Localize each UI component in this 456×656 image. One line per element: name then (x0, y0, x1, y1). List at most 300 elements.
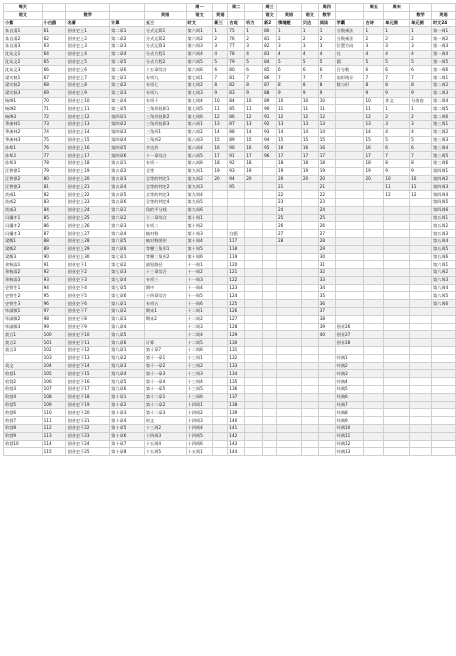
table-cell[interactable]: 第四周6 (431, 206, 455, 214)
table-cell[interactable]: 17 (301, 152, 318, 160)
table-cell[interactable]: 6 (213, 66, 228, 74)
table-cell[interactable] (213, 401, 228, 409)
table-cell[interactable]: 7 (245, 74, 263, 82)
table-cell[interactable]: 第一周5 (431, 58, 455, 66)
table-cell[interactable]: 77 (42, 152, 66, 160)
table-cell[interactable]: 三角形投影2 (144, 113, 186, 121)
table-cell[interactable] (335, 206, 364, 214)
table-cell[interactable]: 16 (301, 144, 318, 152)
table-cell[interactable] (384, 331, 410, 339)
table-cell[interactable] (384, 292, 410, 300)
table-cell[interactable] (301, 245, 318, 253)
table-cell[interactable] (213, 269, 228, 277)
table-cell[interactable]: 创业史下2 (66, 269, 110, 277)
table-cell[interactable] (384, 409, 410, 417)
table-cell[interactable]: 9 (318, 89, 335, 97)
table-cell[interactable]: 141 (228, 425, 245, 433)
table-cell[interactable]: 经典4 (335, 378, 364, 386)
table-cell[interactable]: 第二周5 (431, 105, 455, 113)
table-cell[interactable]: 孙犁3 (4, 159, 43, 167)
table-cell[interactable] (410, 198, 432, 206)
table-cell[interactable]: 创业史下5 (66, 292, 110, 300)
table-cell[interactable]: 第六周1 (431, 261, 455, 269)
table-cell[interactable]: 5 (213, 58, 228, 66)
table-cell[interactable]: 第十周2 (186, 222, 213, 230)
table-cell[interactable]: 创业史上25 (66, 214, 110, 222)
table-cell[interactable]: 茨威3 (4, 206, 43, 214)
table-cell[interactable]: 冯骥才3 (4, 230, 43, 238)
table-cell[interactable] (263, 261, 277, 269)
table-cell[interactable]: 12 (318, 113, 335, 121)
table-cell[interactable] (301, 253, 318, 261)
table-cell[interactable]: 全等的判定3 (144, 191, 186, 199)
table-cell[interactable] (213, 331, 228, 339)
table-cell[interactable]: 第七周4 (186, 97, 213, 105)
table-cell[interactable]: 圆 (335, 58, 364, 66)
table-cell[interactable] (277, 323, 302, 331)
table-cell[interactable]: 33 (318, 276, 335, 284)
table-cell[interactable]: 73 (42, 120, 66, 128)
table-cell[interactable]: 第五章4 (110, 183, 145, 191)
table-cell[interactable]: 创业史下14 (66, 362, 110, 370)
table-cell[interactable]: 125 (228, 300, 245, 308)
table-cell[interactable] (301, 222, 318, 230)
table-cell[interactable]: 8 (410, 159, 432, 167)
table-cell[interactable] (245, 393, 263, 401)
table-cell[interactable]: 20 (277, 175, 302, 183)
table-cell[interactable]: 17 (277, 152, 302, 160)
table-cell[interactable] (245, 253, 263, 261)
table-cell[interactable]: 14 (213, 128, 228, 136)
table-cell[interactable]: 十一周5 (186, 292, 213, 300)
table-cell[interactable]: 113 (42, 432, 66, 440)
table-cell[interactable]: 第七章1 (110, 253, 145, 261)
table-cell[interactable]: 第十一章1 (144, 354, 186, 362)
table-cell[interactable] (213, 448, 228, 456)
table-cell[interactable] (318, 339, 335, 347)
table-cell[interactable]: 88 (228, 128, 245, 136)
table-cell[interactable]: 十三周1 (186, 354, 213, 362)
table-cell[interactable]: 全等的判定4 (144, 198, 186, 206)
table-cell[interactable] (431, 386, 455, 394)
table-cell[interactable]: 19 (277, 167, 302, 175)
table-cell[interactable] (245, 425, 263, 433)
table-cell[interactable]: 72 (42, 113, 66, 121)
table-cell[interactable]: 134 (228, 370, 245, 378)
table-cell[interactable]: 第七章3 (110, 269, 145, 277)
table-cell[interactable]: 第三周4 (431, 144, 455, 152)
table-cell[interactable]: 84 (263, 58, 277, 66)
table-cell[interactable] (410, 425, 432, 433)
table-cell[interactable] (335, 253, 364, 261)
table-cell[interactable] (301, 276, 318, 284)
table-cell[interactable]: 经典5 (335, 386, 364, 394)
table-cell[interactable] (263, 331, 277, 339)
table-cell[interactable] (364, 230, 384, 238)
table-cell[interactable]: 21 (277, 183, 302, 191)
table-cell[interactable]: 104 (42, 362, 66, 370)
table-cell[interactable]: 3 (384, 42, 410, 50)
table-cell[interactable] (364, 448, 384, 456)
table-cell[interactable] (431, 308, 455, 316)
table-cell[interactable]: 等腰三角形1 (144, 245, 186, 253)
table-cell[interactable]: 18 (277, 159, 302, 167)
table-cell[interactable]: 25 (318, 214, 335, 222)
table-cell[interactable] (301, 354, 318, 362)
table-cell[interactable] (364, 354, 384, 362)
table-cell[interactable] (245, 347, 263, 355)
table-cell[interactable] (431, 315, 455, 323)
table-cell[interactable] (335, 237, 364, 245)
table-cell[interactable] (335, 261, 364, 269)
table-cell[interactable]: 十一周6 (186, 300, 213, 308)
table-cell[interactable] (364, 292, 384, 300)
table-cell[interactable]: 74 (42, 128, 66, 136)
table-cell[interactable]: 第十章8 (110, 448, 145, 456)
table-cell[interactable]: 第六周3 (186, 42, 213, 50)
table-cell[interactable] (431, 378, 455, 386)
table-cell[interactable]: 85 (228, 105, 245, 113)
table-cell[interactable]: 83 (228, 89, 245, 97)
table-cell[interactable]: 9 (410, 167, 432, 175)
table-cell[interactable]: 5 (384, 136, 410, 144)
table-cell[interactable]: 全等的判定2 (144, 183, 186, 191)
table-cell[interactable] (213, 409, 228, 417)
table-cell[interactable]: 38 (318, 315, 335, 323)
table-cell[interactable] (410, 370, 432, 378)
table-cell[interactable] (364, 386, 384, 394)
table-cell[interactable] (335, 269, 364, 277)
table-cell[interactable] (318, 362, 335, 370)
table-cell[interactable] (263, 292, 277, 300)
table-cell[interactable]: 第二章4 (110, 50, 145, 58)
table-cell[interactable]: 92 (42, 269, 66, 277)
table-cell[interactable]: 71 (42, 105, 66, 113)
table-cell[interactable] (431, 401, 455, 409)
table-cell[interactable]: 汪曾祺3 (4, 183, 43, 191)
table-cell[interactable]: 109 (42, 401, 66, 409)
table-cell[interactable]: 创业史下17 (66, 386, 110, 394)
table-cell[interactable]: 创业史上16 (66, 144, 110, 152)
table-cell[interactable]: 创业史下19 (66, 401, 110, 409)
table-cell[interactable]: 20 (364, 175, 384, 183)
table-cell[interactable]: 十四周4 (186, 425, 213, 433)
table-cell[interactable]: 位置方向 (335, 42, 364, 50)
table-cell[interactable]: 第三周2 (431, 128, 455, 136)
table-cell[interactable] (213, 222, 228, 230)
table-cell[interactable]: 第十二章3 (144, 409, 186, 417)
table-cell[interactable] (245, 339, 263, 347)
table-cell[interactable] (245, 354, 263, 362)
table-cell[interactable]: 创业史上7 (66, 74, 110, 82)
table-cell[interactable]: 第六周4 (431, 284, 455, 292)
table-cell[interactable] (335, 300, 364, 308)
table-cell[interactable]: 创业史上4 (66, 50, 110, 58)
table-cell[interactable]: 5 (410, 136, 432, 144)
table-cell[interactable] (213, 230, 228, 238)
table-cell[interactable]: 创业史下21 (66, 417, 110, 425)
table-cell[interactable]: 第十周3 (186, 230, 213, 238)
table-cell[interactable] (263, 206, 277, 214)
table-cell[interactable]: 7 (410, 74, 432, 82)
table-cell[interactable]: 5 (364, 58, 384, 66)
table-cell[interactable]: 创业史下4 (66, 284, 110, 292)
table-cell[interactable] (431, 370, 455, 378)
table-cell[interactable]: 19 (213, 167, 228, 175)
table-cell[interactable] (364, 284, 384, 292)
table-cell[interactable]: 91 (228, 152, 245, 160)
table-cell[interactable]: 第十章3 (110, 409, 145, 417)
table-cell[interactable] (301, 300, 318, 308)
table-cell[interactable] (384, 347, 410, 355)
table-cell[interactable]: 9 (245, 89, 263, 97)
table-cell[interactable] (318, 409, 335, 417)
table-cell[interactable]: 94 (228, 175, 245, 183)
table-cell[interactable] (213, 183, 228, 191)
table-cell[interactable] (364, 331, 384, 339)
table-cell[interactable] (410, 339, 432, 347)
table-cell[interactable]: 11 (245, 105, 263, 113)
table-cell[interactable] (263, 198, 277, 206)
table-cell[interactable] (301, 331, 318, 339)
table-cell[interactable]: 朱自清2 (4, 35, 43, 43)
table-cell[interactable]: 十三周2 (186, 362, 213, 370)
table-cell[interactable]: 6 (301, 66, 318, 74)
table-cell[interactable]: 第三章1 (110, 74, 145, 82)
table-cell[interactable] (301, 261, 318, 269)
table-cell[interactable]: 96 (263, 152, 277, 160)
table-cell[interactable] (263, 425, 277, 433)
table-cell[interactable]: 第五周4 (431, 237, 455, 245)
table-cell[interactable] (384, 440, 410, 448)
table-cell[interactable]: 经典13 (335, 448, 364, 456)
table-cell[interactable] (277, 339, 302, 347)
table-cell[interactable]: 143 (228, 440, 245, 448)
table-cell[interactable] (318, 386, 335, 394)
table-cell[interactable] (301, 409, 318, 417)
table-cell[interactable] (245, 206, 263, 214)
table-cell[interactable]: 十四周1 (186, 401, 213, 409)
table-cell[interactable] (335, 214, 364, 222)
table-cell[interactable]: 2 (301, 35, 318, 43)
table-cell[interactable]: 第一周1 (431, 27, 455, 35)
table-cell[interactable] (277, 417, 302, 425)
table-cell[interactable]: 95 (263, 144, 277, 152)
table-cell[interactable]: 15 (213, 136, 228, 144)
table-cell[interactable]: 创业史上14 (66, 128, 110, 136)
table-cell[interactable] (245, 315, 263, 323)
table-cell[interactable]: 40 (318, 331, 335, 339)
table-cell[interactable]: 112 (42, 425, 66, 433)
table-cell[interactable]: 创业史上23 (66, 198, 110, 206)
table-cell[interactable] (213, 198, 228, 206)
table-cell[interactable]: 117 (228, 237, 245, 245)
table-cell[interactable]: 创业史上8 (66, 81, 110, 89)
table-cell[interactable]: 80 (263, 27, 277, 35)
table-cell[interactable]: 莫言2 (4, 339, 43, 347)
table-cell[interactable]: 第六周2 (431, 269, 455, 277)
table-cell[interactable] (213, 191, 228, 199)
table-cell[interactable] (384, 206, 410, 214)
table-cell[interactable]: 15 (364, 136, 384, 144)
table-cell[interactable] (277, 347, 302, 355)
table-cell[interactable]: 三角形1 (144, 128, 186, 136)
table-cell[interactable] (301, 183, 318, 191)
table-cell[interactable] (384, 198, 410, 206)
table-cell[interactable]: 第十周6 (186, 253, 213, 261)
table-cell[interactable] (301, 230, 318, 238)
table-cell[interactable] (263, 245, 277, 253)
table-cell[interactable]: 创业28 (335, 339, 364, 347)
table-cell[interactable]: 十四周3 (186, 417, 213, 425)
table-cell[interactable]: 余秋雨2 (4, 269, 43, 277)
table-cell[interactable]: 8 (277, 81, 302, 89)
table-cell[interactable]: 68 (42, 81, 66, 89)
table-cell[interactable]: 经典1 (335, 354, 364, 362)
table-cell[interactable] (364, 206, 384, 214)
table-cell[interactable]: 计算 (144, 339, 186, 347)
table-cell[interactable]: 第四章4 (110, 136, 145, 144)
table-cell[interactable]: 分式方程1 (144, 50, 186, 58)
table-cell[interactable]: 35 (318, 292, 335, 300)
table-cell[interactable] (410, 284, 432, 292)
table-cell[interactable]: 创业史下8 (66, 315, 110, 323)
table-cell[interactable] (384, 276, 410, 284)
table-cell[interactable]: 3 (277, 42, 302, 50)
table-cell[interactable]: 余秋雨1 (4, 261, 43, 269)
table-cell[interactable]: 6 (245, 66, 263, 74)
table-cell[interactable] (277, 276, 302, 284)
table-cell[interactable]: 101 (42, 339, 66, 347)
table-cell[interactable]: 3 (384, 120, 410, 128)
table-cell[interactable] (277, 300, 302, 308)
table-cell[interactable] (213, 323, 228, 331)
table-cell[interactable] (364, 323, 384, 331)
table-cell[interactable]: 第六章6 (110, 245, 145, 253)
table-cell[interactable] (335, 136, 364, 144)
table-cell[interactable]: 115 (42, 448, 66, 456)
table-cell[interactable]: 20 (318, 175, 335, 183)
table-cell[interactable]: 87 (263, 81, 277, 89)
table-cell[interactable]: 第五章2 (110, 167, 145, 175)
table-cell[interactable]: 37 (318, 308, 335, 316)
table-cell[interactable]: 创业史上15 (66, 136, 110, 144)
table-cell[interactable]: 6 (384, 66, 410, 74)
table-cell[interactable]: 第三章4 (110, 97, 145, 105)
table-cell[interactable]: 14 (245, 128, 263, 136)
table-cell[interactable]: 91 (42, 261, 66, 269)
table-cell[interactable]: 梁实秋2 (4, 81, 43, 89)
table-cell[interactable]: 11 (364, 105, 384, 113)
table-cell[interactable]: 11 (213, 105, 228, 113)
table-cell[interactable]: 90 (263, 105, 277, 113)
table-cell[interactable] (410, 245, 432, 253)
table-cell[interactable] (277, 253, 302, 261)
table-cell[interactable] (213, 393, 228, 401)
table-cell[interactable]: 69 (42, 89, 66, 97)
table-cell[interactable]: 第六周1 (186, 27, 213, 35)
table-cell[interactable]: 专项八 (144, 89, 186, 97)
table-cell[interactable] (277, 315, 302, 323)
table-cell[interactable]: 34 (318, 284, 335, 292)
table-cell[interactable]: 129 (228, 331, 245, 339)
table-cell[interactable]: 93 (42, 276, 66, 284)
table-cell[interactable] (245, 409, 263, 417)
table-cell[interactable]: 创业史上24 (66, 206, 110, 214)
table-cell[interactable]: 经典12 (335, 440, 364, 448)
table-cell[interactable]: 第二周1 (431, 74, 455, 82)
table-cell[interactable]: 16 (364, 144, 384, 152)
table-cell[interactable] (213, 386, 228, 394)
table-cell[interactable] (431, 331, 455, 339)
table-cell[interactable]: 3 (213, 42, 228, 50)
table-cell[interactable] (410, 269, 432, 277)
table-cell[interactable] (431, 347, 455, 355)
table-cell[interactable]: 第四周2 (431, 175, 455, 183)
table-cell[interactable]: 第五章6 (110, 198, 145, 206)
table-cell[interactable] (301, 269, 318, 277)
table-cell[interactable]: 86 (228, 113, 245, 121)
table-cell[interactable]: 132 (228, 354, 245, 362)
table-cell[interactable]: 28 (277, 237, 302, 245)
table-cell[interactable] (335, 347, 364, 355)
table-cell[interactable]: 83 (263, 50, 277, 58)
table-cell[interactable]: 第五周2 (431, 222, 455, 230)
table-cell[interactable]: 第四周1 (431, 167, 455, 175)
table-cell[interactable]: 130 (228, 339, 245, 347)
table-cell[interactable]: 创业史下25 (66, 448, 110, 456)
table-cell[interactable] (384, 245, 410, 253)
table-cell[interactable] (318, 370, 335, 378)
table-cell[interactable]: 第九周4 (186, 191, 213, 199)
table-cell[interactable]: 4 (318, 50, 335, 58)
table-cell[interactable] (384, 448, 410, 456)
table-cell[interactable]: 1 (410, 27, 432, 35)
table-cell[interactable] (245, 440, 263, 448)
table-cell[interactable] (213, 440, 228, 448)
table-cell[interactable]: 孙犁2 (4, 152, 43, 160)
table-cell[interactable]: 9 (384, 167, 410, 175)
table-cell[interactable]: 2 (277, 35, 302, 43)
table-cell[interactable]: 79 (228, 58, 245, 66)
table-cell[interactable]: 第十章7 (144, 347, 186, 355)
table-cell[interactable]: 3 (410, 120, 432, 128)
table-cell[interactable]: 第五章1 (110, 159, 145, 167)
table-cell[interactable] (263, 214, 277, 222)
table-cell[interactable] (384, 269, 410, 277)
table-cell[interactable]: 第十一章4 (144, 378, 186, 386)
table-cell[interactable]: 92 (228, 159, 245, 167)
table-cell[interactable] (384, 308, 410, 316)
table-cell[interactable]: 百分数 (335, 66, 364, 74)
table-cell[interactable] (384, 378, 410, 386)
table-cell[interactable]: 63 (42, 42, 66, 50)
table-cell[interactable] (245, 230, 263, 238)
table-cell[interactable]: 白鸥 (228, 230, 245, 238)
table-cell[interactable]: 23 (277, 198, 302, 206)
table-cell[interactable]: 创业史上11 (66, 105, 110, 113)
table-cell[interactable] (263, 191, 277, 199)
table-cell[interactable]: 19 (318, 167, 335, 175)
table-cell[interactable]: 期中 (144, 284, 186, 292)
table-cell[interactable]: 12 (410, 191, 432, 199)
table-cell[interactable]: 26 (277, 222, 302, 230)
table-cell[interactable]: 13 (213, 120, 228, 128)
table-cell[interactable] (301, 347, 318, 355)
table-cell[interactable]: 哈勃3 (4, 386, 43, 394)
table-cell[interactable] (245, 378, 263, 386)
table-cell[interactable]: 专项三 (144, 276, 186, 284)
